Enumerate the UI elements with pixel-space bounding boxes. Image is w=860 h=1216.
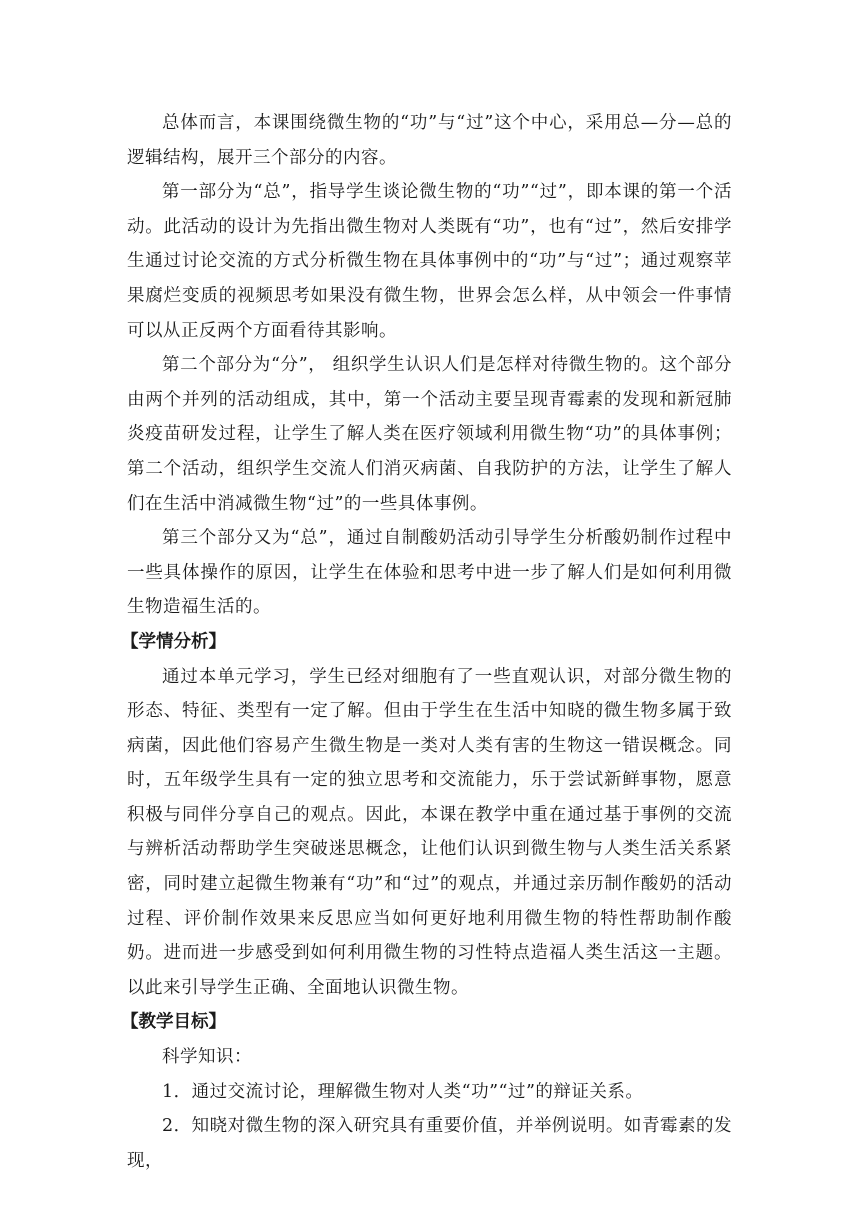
section-heading-goals-text: 【教学目标】 [121,1012,226,1033]
section-heading-analysis-text: 【学情分析】 [121,631,226,652]
part-one-paragraph: 第一部分为“总”，指导学生谈论微生物的“功”“过”，即本课的第一个活动。此活动的设计为先指出微生物对人类既有“功”，也有“过”，然后安排学生通过讨论交流的方式分析微生物在具体事例中的“功”与“过”；通过观察苹果腐烂变质的视频思考如果没有微生物，世界会怎么样，从中领会一件事情可以从正反两个方面看待其影响。 [127,182,732,341]
intro-paragraph: 总体而言，本课围绕微生物的“功”与“过”这个中心，采用总—分—总的逻辑结构，展开三个部分的内容。 [127,113,732,168]
part-two-paragraph: 第二个部分为“分”， 组织学生认识人们是怎样对待微生物的。这个部分由两个并列的活动组成，其中，第一个活动主要呈现青霉素的发现和新冠肺炎疫苗研发过程，让学生了解人类在医疗领域利用微生物“功”的具体事例；第二个活动，组织学生交流人们消灭病菌、自我防护的方法，让学生了解人们在生活中消减微生物“过”的一些具体事例。 [127,355,732,514]
section-heading-analysis [121,625,732,660]
section-heading-goals [121,1005,732,1040]
document-body [121,106,732,1178]
goals-subheading: 科学知识： [162,1047,252,1068]
goal-item: 1．通过交流讨论，理解微生物对人类“功”“过”的辩证关系。 [162,1081,644,1102]
analysis-paragraph: 通过本单元学习，学生已经对细胞有了一些直观认识，对部分微生物的形态、特征、类型有一定了解。但由于学生在生活中知晓的微生物多属于致病菌，因此他们容易产生微生物是一类对人类有害的生物这一错误概念。同时，五年级学生具有一定的独立思考和交流能力，乐于尝试新鲜事物，愿意积极与同伴分享自己的观点。因此，本课在教学中重在通过基于事例的交流与辨析活动帮助学生突破迷思概念，让他们认识到微生物与人类生活关系紧密，同时建立起微生物兼有“功”和“过”的观点，并通过亲历制作酸奶的活动过程、评价制作效果来反思应当如何更好地利用微生物的特性帮助制作酸奶。进而进一步感受到如何利用微生物的习性特点造福人类生活这一主题。以此来引导学生正确、全面地认识微生物。 [127,666,732,998]
goal-item: 2．知晓对微生物的深入研究具有重要价值，并举例说明。如青霉素的发现， [127,1116,732,1171]
part-three-paragraph: 第三个部分又为“总”，通过自制酸奶活动引导学生分析酸奶制作过程中一些具体操作的原因，让学生在体验和思考中进一步了解人们是如何利用微生物造福生活的。 [127,528,732,618]
